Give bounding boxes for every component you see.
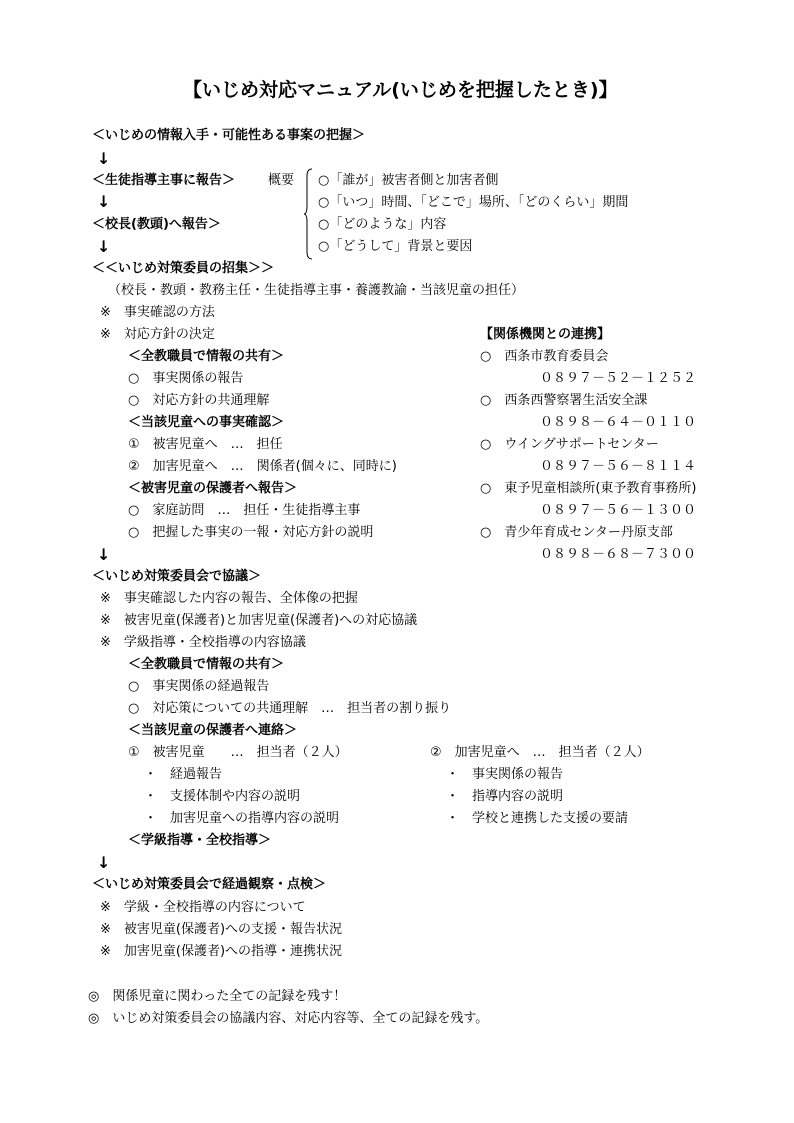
step5-heading: ＜いじめ対策委員会で協議＞ <box>92 569 262 584</box>
note-item: ※ 学級指導・全校指導の内容協議 <box>100 635 306 650</box>
step1-heading: ＜いじめの情報入手・可能性ある事案の把握＞ <box>92 128 366 143</box>
bullet-item: ・ 加害児童への指導内容の説明 <box>144 811 340 826</box>
footer-note: ◎ 関係児童に関わった全ての記録を残す！ <box>88 989 347 1004</box>
contact-name: ○ 西条西警察署生活安全課 <box>480 393 648 408</box>
list-item: ○ 事実関係の報告 <box>128 371 244 386</box>
page-title: 【いじめ対応マニュアル(いじめを把握したとき)】 <box>183 79 618 101</box>
step6-heading: ＜いじめ対策委員会で経過観察・点検＞ <box>92 877 327 892</box>
note-item: ※ 学級・全校指導の内容について <box>100 900 306 915</box>
list-item: ○ 対応策についての共通理解 … 担当者の割り振り <box>128 701 452 716</box>
down-arrow-icon: ↓ <box>97 149 111 168</box>
step2-heading: ＜生徒指導主事に報告＞ <box>92 173 236 188</box>
list-item: ① 被害児童へ … 担任 <box>128 437 283 452</box>
list-item: ○ 事実関係の経過報告 <box>128 679 270 694</box>
contact-phone: ０８９７－５２－１２５２ <box>540 371 697 386</box>
note-item: ※ 事実確認した内容の報告、全体像の把握 <box>100 591 358 606</box>
committee-members: （校長・教頭・教務主任・生徒指導主事・養護教諭・当該児童の担任） <box>108 283 525 298</box>
bullet-item: ・ 学校と連携した支援の要請 <box>446 811 629 826</box>
list-item: ② 加害児童へ … 関係者(個々に、同時に) <box>128 459 397 474</box>
list-item: ○ 対応方針の共通理解 <box>128 393 270 408</box>
contact-phone: ０８９８－６４－０１１０ <box>540 415 697 430</box>
bullet-item: ・ 指導内容の説明 <box>446 789 564 804</box>
step3-heading: ＜校長(教頭)へ報告＞ <box>92 217 221 232</box>
footer-note: ◎ いじめ対策委員会の協議内容、対応内容等、全ての記録を残す。 <box>88 1011 489 1026</box>
bullet-item: ・ 経過報告 <box>144 767 223 782</box>
note-item: ※ 事実確認の方法 <box>100 305 215 320</box>
subheading: ＜全教職員で情報の共有＞ <box>128 657 285 672</box>
bullet-item: ・ 支援体制や内容の説明 <box>144 789 301 804</box>
brace-icon <box>303 168 313 260</box>
down-arrow-icon: ↓ <box>97 192 111 211</box>
offender-contact-title: ② 加害児童へ … 担当者（２人） <box>430 745 650 760</box>
step4-heading: ＜＜いじめ対策委員の招集＞＞ <box>92 261 275 276</box>
victim-contact-title: ① 被害児童 … 担当者（２人） <box>128 745 348 760</box>
contact-phone: ０８９８－６８－７３００ <box>540 547 697 562</box>
down-arrow-icon: ↓ <box>97 545 111 564</box>
subheading: ＜学級指導・全校指導＞ <box>128 833 272 848</box>
subheading: ＜当該児童の保護者へ連絡＞ <box>128 723 298 738</box>
contact-name: ○ 西条市教育委員会 <box>480 349 609 364</box>
overview-item: ○「どうして」背景と要因 <box>318 239 473 254</box>
down-arrow-icon: ↓ <box>97 237 111 256</box>
contacts-heading: 【関係機関との連携】 <box>480 327 611 342</box>
down-arrow-icon: ↓ <box>97 853 111 872</box>
overview-item: ○「誰が」被害者側と加害者側 <box>318 173 499 188</box>
overview-item: ○「いつ」時間、「どこで」場所、「どのくらい」期間 <box>318 195 629 210</box>
note-item: ※ 加害児童(保護者)への指導・連携状況 <box>100 944 343 959</box>
overview-label: 概要 <box>268 173 295 188</box>
note-item: ※ 被害児童(保護者)と加害児童(保護者)への対応協議 <box>100 613 418 628</box>
list-item: ○ 家庭訪問 … 担任・生徒指導主事 <box>128 503 361 518</box>
contact-phone: ０８９７－５６－１３００ <box>540 503 697 518</box>
subheading: ＜全教職員で情報の共有＞ <box>128 349 285 364</box>
contact-name: ○ ウイングサポートセンター <box>480 437 659 452</box>
contact-name: ○ 東予児童相談所(東予教育事務所) <box>480 481 697 496</box>
bullet-item: ・ 事実関係の報告 <box>446 767 564 782</box>
subheading: ＜当該児童への事実確認＞ <box>128 415 285 430</box>
contact-phone: ０８９７－５６－８１１４ <box>540 459 697 474</box>
overview-item: ○「どのような」内容 <box>318 217 447 232</box>
contact-name: ○ 青少年育成センター丹原支部 <box>480 525 673 540</box>
subheading: ＜被害児童の保護者へ報告＞ <box>128 481 298 496</box>
note-item: ※ 対応方針の決定 <box>100 327 215 342</box>
note-item: ※ 被害児童(保護者)への支援・報告状況 <box>100 922 343 937</box>
list-item: ○ 把握した事実の一報・対応方針の説明 <box>128 525 374 540</box>
